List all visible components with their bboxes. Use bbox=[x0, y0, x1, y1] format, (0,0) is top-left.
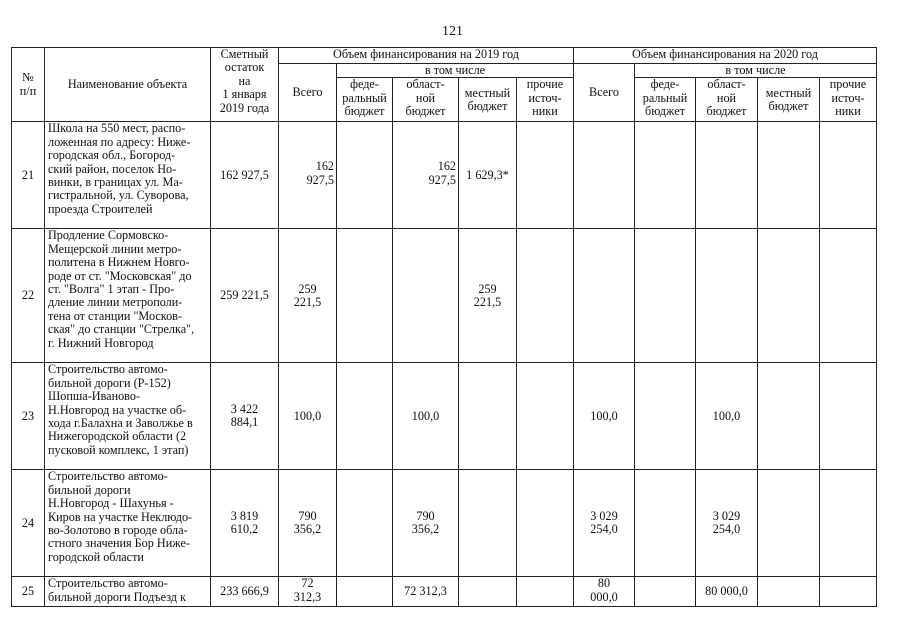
row-2020-other bbox=[820, 122, 877, 229]
table-row bbox=[12, 229, 877, 363]
row-2020-local bbox=[758, 229, 820, 363]
row-remainder: 233 666,9 bbox=[211, 577, 279, 607]
row-2019-regional: 100,0 bbox=[393, 363, 459, 470]
row-2019-regional: 162 927,5 bbox=[393, 122, 459, 229]
row-name: Строительство автомо- бильной дороги Н.Новгород - Шахунья - Киров на участке Неклюдо- во-Золотово в городе обла- стного значения Бор Ниже- городской области bbox=[45, 470, 211, 577]
row-2019-federal bbox=[337, 470, 393, 577]
row-num: 25 bbox=[12, 577, 45, 607]
row-2020-federal bbox=[635, 363, 696, 470]
row-remainder: 3 422 884,1 bbox=[211, 363, 279, 470]
row-2019-regional: 72 312,3 bbox=[393, 577, 459, 607]
row-2020-total: 80 000,0 bbox=[574, 577, 635, 607]
row-name: Строительство автомо- бильной дороги (Р-152) Шопша-Иваново- Н.Новгород на участке об- хода г.Балахна и Заволжье в Нижегородской области (2 пусковой комплекс, 1 этап) bbox=[45, 363, 211, 470]
row-remainder: 3 819 610,2 bbox=[211, 470, 279, 577]
row-remainder: 259 221,5 bbox=[211, 229, 279, 363]
row-2019-other bbox=[517, 229, 574, 363]
row-num: 21 bbox=[12, 122, 45, 229]
header-2020-other: прочие источ- ники bbox=[820, 78, 877, 122]
header-num: № п/п bbox=[12, 48, 45, 122]
row-2019-total: 790 356,2 bbox=[279, 470, 337, 577]
row-2020-other bbox=[820, 229, 877, 363]
header-2019-local: местный бюджет bbox=[459, 78, 517, 122]
row-2019-local: 1 629,3* bbox=[459, 122, 517, 229]
header-name: Наименование объекта bbox=[45, 48, 211, 122]
row-2019-local bbox=[459, 470, 517, 577]
row-2020-federal bbox=[635, 229, 696, 363]
row-2020-regional: 3 029 254,0 bbox=[696, 470, 758, 577]
row-2020-local bbox=[758, 470, 820, 577]
header-remainder: Сметный остаток на 1 января 2019 года bbox=[211, 48, 279, 122]
row-2020-local bbox=[758, 577, 820, 607]
header-2019-federal: феде- ральный бюджет bbox=[337, 78, 393, 122]
row-2020-regional bbox=[696, 122, 758, 229]
row-2019-federal bbox=[337, 229, 393, 363]
row-2019-other bbox=[517, 122, 574, 229]
table-row bbox=[12, 470, 877, 577]
row-name: Школа на 550 мест, распо- ложенная по адресу: Ниже- городская обл., Богород- ский район, поселок Но- винки, в границах ул. Ма- гистральной, ул. Суворова, проезда Строителей bbox=[45, 122, 211, 229]
row-2019-federal bbox=[337, 122, 393, 229]
row-2020-total: 100,0 bbox=[574, 363, 635, 470]
header-2020-local: местный бюджет bbox=[758, 78, 820, 122]
row-name: Продление Сормовско- Мещерской линии метро- политена в Нижнем Новго- роде от ст. "Московская" до ст. "Волга" 1 этап - Про- дление линии метрополи- тена от станции "Москов- ская" до станции "Стрелка", г. Нижний Новгород bbox=[45, 229, 211, 363]
row-2019-regional: 790 356,2 bbox=[393, 470, 459, 577]
row-2020-regional bbox=[696, 229, 758, 363]
row-2019-federal bbox=[337, 363, 393, 470]
row-2020-federal bbox=[635, 577, 696, 607]
financing-table bbox=[11, 47, 877, 607]
row-name: Строительство автомо- бильной дороги Подъезд к bbox=[45, 577, 211, 607]
row-2019-total: 100,0 bbox=[279, 363, 337, 470]
row-2019-other bbox=[517, 363, 574, 470]
header-2020-regional: област- ной бюджет bbox=[696, 78, 758, 122]
header-row-1 bbox=[12, 48, 877, 64]
row-2019-total: 259 221,5 bbox=[279, 229, 337, 363]
row-2020-total bbox=[574, 122, 635, 229]
row-2020-local bbox=[758, 363, 820, 470]
row-2019-regional bbox=[393, 229, 459, 363]
row-2019-local: 259 221,5 bbox=[459, 229, 517, 363]
row-2020-regional: 80 000,0 bbox=[696, 577, 758, 607]
row-2019-other bbox=[517, 577, 574, 607]
row-num: 24 bbox=[12, 470, 45, 577]
header-2020-total: Всего bbox=[574, 64, 635, 122]
row-2019-total: 72 312,3 bbox=[279, 577, 337, 607]
row-num: 23 bbox=[12, 363, 45, 470]
row-2020-total: 3 029 254,0 bbox=[574, 470, 635, 577]
row-2019-local bbox=[459, 363, 517, 470]
table-row bbox=[12, 577, 877, 607]
row-2020-total bbox=[574, 229, 635, 363]
row-2020-other bbox=[820, 363, 877, 470]
header-2020-including: в том числе bbox=[635, 64, 877, 78]
table-row bbox=[12, 363, 877, 470]
row-2020-federal bbox=[635, 470, 696, 577]
header-fin-2019: Объем финансирования на 2019 год bbox=[279, 48, 574, 64]
row-2020-other bbox=[820, 470, 877, 577]
row-num: 22 bbox=[12, 229, 45, 363]
row-remainder: 162 927,5 bbox=[211, 122, 279, 229]
header-2019-regional: област- ной бюджет bbox=[393, 78, 459, 122]
header-2019-other: прочие источ- ники bbox=[517, 78, 574, 122]
header-2019-total: Всего bbox=[279, 64, 337, 122]
row-2020-regional: 100,0 bbox=[696, 363, 758, 470]
row-2020-federal bbox=[635, 122, 696, 229]
row-2019-total: 162 927,5 bbox=[279, 122, 337, 229]
header-2019-including: в том числе bbox=[337, 64, 574, 78]
row-2019-federal bbox=[337, 577, 393, 607]
row-2020-local bbox=[758, 122, 820, 229]
row-2019-other bbox=[517, 470, 574, 577]
table-row bbox=[12, 122, 877, 229]
header-fin-2020: Объем финансирования на 2020 год bbox=[574, 48, 877, 64]
row-2019-local bbox=[459, 577, 517, 607]
row-2020-other bbox=[820, 577, 877, 607]
page-number: 121 bbox=[442, 24, 463, 39]
header-2020-federal: феде- ральный бюджет bbox=[635, 78, 696, 122]
